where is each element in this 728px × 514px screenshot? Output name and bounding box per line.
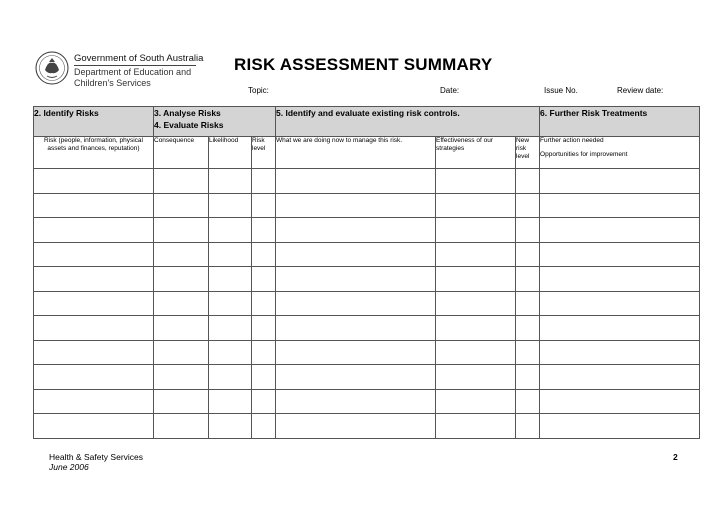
organisation-block <box>74 53 203 89</box>
table-cell[interactable] <box>34 291 154 316</box>
table-cell[interactable] <box>34 365 154 390</box>
table-cell[interactable] <box>540 218 700 243</box>
table-cell[interactable] <box>252 316 276 341</box>
blank-rows <box>34 169 700 439</box>
table-cell[interactable] <box>436 291 516 316</box>
table-cell[interactable] <box>436 414 516 439</box>
col-effectiveness: Effectiveness of our strategies <box>436 137 516 169</box>
table-cell[interactable] <box>436 242 516 267</box>
table-cell[interactable] <box>276 291 436 316</box>
column-header-row <box>34 137 700 169</box>
table-cell[interactable] <box>252 193 276 218</box>
date-label: Date: <box>440 86 460 95</box>
table-cell[interactable] <box>540 340 700 365</box>
table-cell[interactable] <box>209 267 252 292</box>
table-cell[interactable] <box>540 365 700 390</box>
table-cell[interactable] <box>154 414 209 439</box>
table-cell[interactable] <box>516 365 540 390</box>
page-title: RISK ASSESSMENT SUMMARY <box>234 55 493 74</box>
table-cell[interactable] <box>276 169 436 194</box>
table-cell[interactable] <box>34 267 154 292</box>
opportunities-label: Opportunities for improvement <box>540 151 628 158</box>
table-cell[interactable] <box>154 365 209 390</box>
col-consequence: Consequence <box>154 137 209 169</box>
col-new-risk-level: New risk level <box>516 137 540 169</box>
table-cell[interactable] <box>516 414 540 439</box>
table-row <box>34 242 700 267</box>
table-cell[interactable] <box>252 414 276 439</box>
col-risk-description: Risk (people, information, physical assets and finances, reputation) <box>34 137 154 169</box>
table-cell[interactable] <box>436 365 516 390</box>
table-cell[interactable] <box>276 316 436 341</box>
header-analyse-evaluate <box>154 107 276 137</box>
table-cell[interactable] <box>34 169 154 194</box>
table-row <box>34 267 700 292</box>
table-cell[interactable] <box>276 242 436 267</box>
table-cell[interactable] <box>209 193 252 218</box>
table-cell[interactable] <box>154 389 209 414</box>
table-cell[interactable] <box>252 365 276 390</box>
table-cell[interactable] <box>436 218 516 243</box>
table-cell[interactable] <box>516 242 540 267</box>
table-cell[interactable] <box>276 193 436 218</box>
table-cell[interactable] <box>34 218 154 243</box>
header-analyse-risks: 3. Analyse Risks <box>154 108 221 118</box>
col-further-action <box>540 137 700 169</box>
topic-label: Topic: <box>248 86 269 95</box>
header-further-treatments: 6. Further Risk Treatments <box>540 107 700 137</box>
footer-date: June 2006 <box>49 462 89 472</box>
table-cell[interactable] <box>516 291 540 316</box>
table-row <box>34 389 700 414</box>
table-cell[interactable] <box>436 340 516 365</box>
table-cell[interactable] <box>540 291 700 316</box>
table-cell[interactable] <box>436 267 516 292</box>
header-identify-risks: 2. Identify Risks <box>34 107 154 137</box>
col-risk-level: Risk level <box>252 137 276 169</box>
table-row <box>34 291 700 316</box>
table-cell[interactable] <box>34 316 154 341</box>
table-cell[interactable] <box>516 340 540 365</box>
review-date-label: Review date: <box>617 86 664 95</box>
org-divider <box>74 65 196 66</box>
table-cell[interactable] <box>154 169 209 194</box>
col-managing-risk: What we are doing now to manage this risk. <box>276 137 436 169</box>
table-cell[interactable] <box>209 389 252 414</box>
table-cell[interactable] <box>516 218 540 243</box>
table-row <box>34 193 700 218</box>
table-cell[interactable] <box>34 389 154 414</box>
table-cell[interactable] <box>154 267 209 292</box>
table-cell[interactable] <box>154 218 209 243</box>
table-cell[interactable] <box>209 218 252 243</box>
table-cell[interactable] <box>540 267 700 292</box>
table-row <box>34 365 700 390</box>
table-cell[interactable] <box>276 340 436 365</box>
table-cell[interactable] <box>540 414 700 439</box>
table-cell[interactable] <box>516 389 540 414</box>
table-cell[interactable] <box>436 389 516 414</box>
table-cell[interactable] <box>276 389 436 414</box>
risk-assessment-table <box>33 106 700 439</box>
table-cell[interactable] <box>276 218 436 243</box>
table-cell[interactable] <box>209 365 252 390</box>
table-cell[interactable] <box>154 242 209 267</box>
dept-line-2: Children's Services <box>74 78 151 88</box>
table-cell[interactable] <box>209 414 252 439</box>
table-cell[interactable] <box>516 316 540 341</box>
government-crest-logo <box>34 50 70 86</box>
table-cell[interactable] <box>209 291 252 316</box>
table-cell[interactable] <box>154 340 209 365</box>
table-cell[interactable] <box>252 291 276 316</box>
table-cell[interactable] <box>252 169 276 194</box>
table-cell[interactable] <box>436 169 516 194</box>
table-cell[interactable] <box>154 316 209 341</box>
table-cell[interactable] <box>516 169 540 194</box>
table-cell[interactable] <box>252 340 276 365</box>
dept-line-1: Department of Education and <box>74 67 192 77</box>
table-row <box>34 340 700 365</box>
table-row <box>34 169 700 194</box>
header-risk-controls: 5. Identify and evaluate existing risk controls. <box>276 107 540 137</box>
table-cell[interactable] <box>34 414 154 439</box>
table-cell[interactable] <box>540 242 700 267</box>
table-row <box>34 218 700 243</box>
table-cell[interactable] <box>154 291 209 316</box>
table-cell[interactable] <box>154 193 209 218</box>
table-cell[interactable] <box>540 169 700 194</box>
table-cell[interactable] <box>252 389 276 414</box>
table-cell[interactable] <box>540 193 700 218</box>
col-likelihood: Likelihood <box>209 137 252 169</box>
table-cell[interactable] <box>34 193 154 218</box>
table-cell[interactable] <box>252 242 276 267</box>
table-cell[interactable] <box>252 267 276 292</box>
header-evaluate-risks: 4. Evaluate Risks <box>154 120 224 130</box>
footer <box>49 452 143 472</box>
table-cell[interactable] <box>252 218 276 243</box>
table-cell[interactable] <box>516 267 540 292</box>
table-cell[interactable] <box>436 316 516 341</box>
table-cell[interactable] <box>540 389 700 414</box>
issue-label: Issue No. <box>544 86 578 95</box>
table-cell[interactable] <box>209 316 252 341</box>
table-cell[interactable] <box>276 365 436 390</box>
table-cell[interactable] <box>540 316 700 341</box>
table-cell[interactable] <box>516 193 540 218</box>
table-cell[interactable] <box>436 193 516 218</box>
table-cell[interactable] <box>34 242 154 267</box>
section-header-row <box>34 107 700 137</box>
footer-org: Health & Safety Services <box>49 452 144 462</box>
table-row <box>34 316 700 341</box>
table-cell[interactable] <box>209 169 252 194</box>
table-cell[interactable] <box>276 267 436 292</box>
page-number: 2 <box>673 452 678 462</box>
org-name: Government of South Australia <box>74 53 204 64</box>
table-cell[interactable] <box>34 340 154 365</box>
table-cell[interactable] <box>209 340 252 365</box>
table-cell[interactable] <box>276 414 436 439</box>
table-row <box>34 414 700 439</box>
further-action-label: Further action needed <box>540 137 604 144</box>
table-cell[interactable] <box>209 242 252 267</box>
